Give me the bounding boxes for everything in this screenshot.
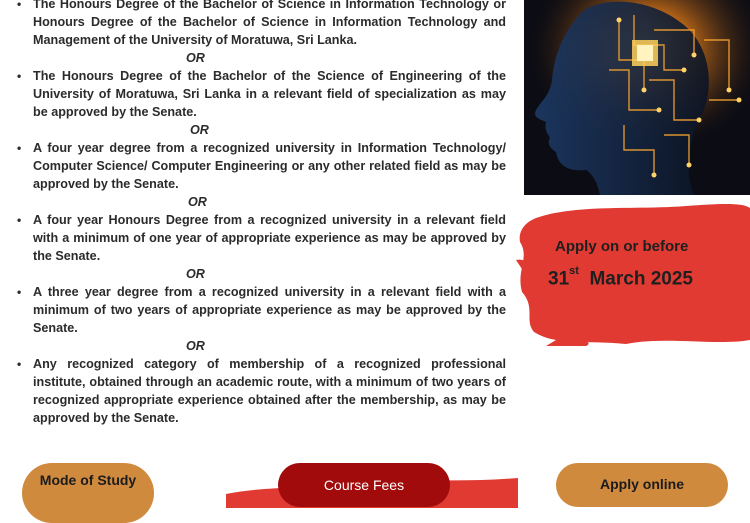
bullet-icon: • <box>17 69 22 83</box>
deadline-month-year: March 2025 <box>589 268 693 290</box>
ai-head-illustration <box>524 0 750 195</box>
requirement-text: A four year Honours Degree from a recognized university in a relevant field with a minimum of one year of appropriate experience as may be approved by the Senate. <box>33 213 506 263</box>
apply-deadline-label: Apply on or before <box>555 238 689 255</box>
bullet-icon: • <box>17 285 22 299</box>
deadline-day-suffix: st <box>569 265 579 277</box>
requirement-item <box>14 283 506 337</box>
circuit-head-graphic <box>524 0 750 195</box>
bullet-icon: • <box>17 213 22 227</box>
or-separator: OR <box>186 267 205 281</box>
course-fees-button[interactable]: Course Fees <box>278 463 450 507</box>
or-separator: OR <box>186 339 205 353</box>
requirement-item <box>14 211 506 265</box>
requirements-list <box>14 0 506 427</box>
requirement-item <box>14 139 506 193</box>
bullet-icon: • <box>17 141 22 155</box>
requirement-text: Any recognized category of membership of a recognized professional institute, obtained through an academic route, with a minimum of two years of recognized appropriate experience obtained after the membership, as may be approved by the Senate. <box>33 357 506 425</box>
requirement-item <box>14 355 506 427</box>
requirement-item <box>14 67 506 121</box>
deadline-day: 31 <box>548 268 570 290</box>
bullet-icon: • <box>17 357 22 371</box>
apply-online-button[interactable]: Apply online <box>556 463 728 507</box>
deadline-date <box>548 265 693 290</box>
mode-of-study-button[interactable]: Mode of Study <box>22 463 154 523</box>
requirement-text: A four year degree from a recognized university in Information Technology/ Computer Science/ Computer Engineering or any other related field as may be approved by the Senate. <box>33 141 506 191</box>
or-separator: OR <box>188 195 207 209</box>
requirement-text: The Honours Degree of the Bachelor of Science in Information Technology or Honours Degree of the Bachelor of Science in Information Technology and Management of the University of Moratuwa, Sri Lanka. <box>33 0 506 47</box>
requirement-text: The Honours Degree of the Bachelor of the Science of Engineering of the University of Moratuwa, Sri Lanka in a relevant field of specialization as may be approved by the Senate. <box>33 69 506 119</box>
requirement-text: A three year degree from a recognized university in a relevant field with a minimum of two years of appropriate experience as may be approved by the Senate. <box>33 285 506 335</box>
or-separator: OR <box>186 51 205 65</box>
requirement-item <box>14 0 506 49</box>
or-separator: OR <box>190 123 209 137</box>
bullet-icon: • <box>17 0 22 11</box>
